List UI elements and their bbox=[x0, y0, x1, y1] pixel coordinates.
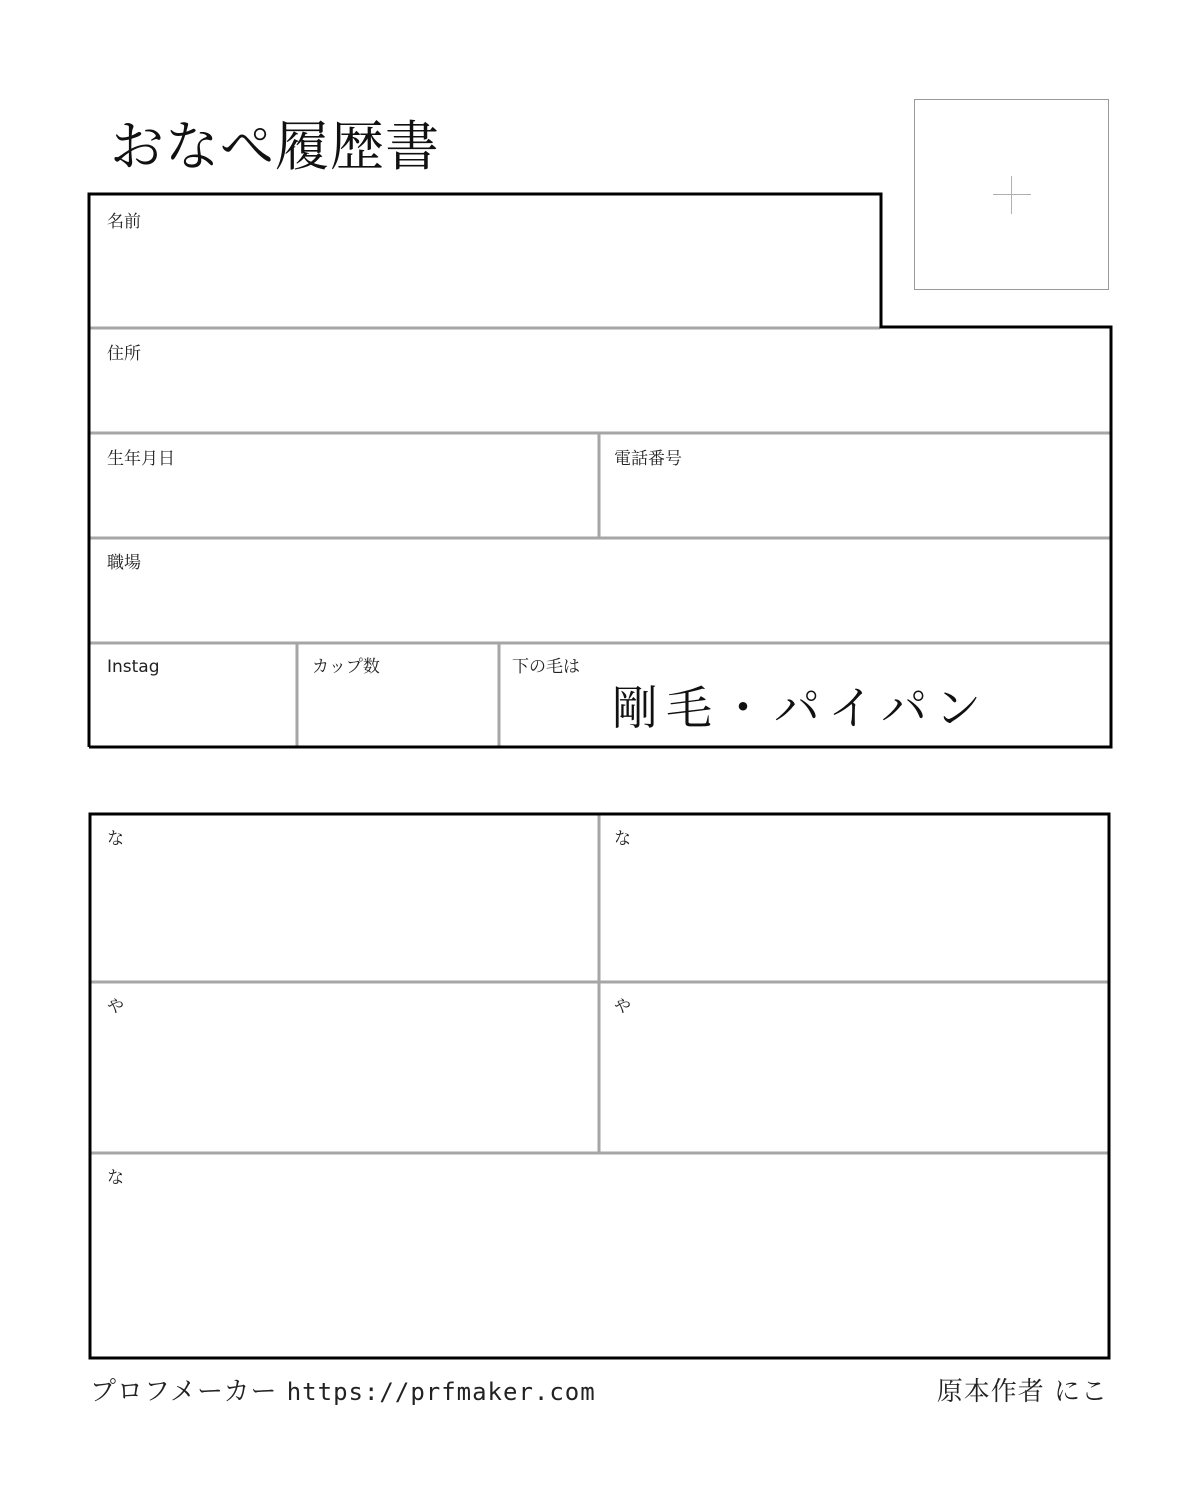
address-label: 住所 bbox=[107, 344, 141, 364]
pubic-hair-value: 剛毛・パイパン bbox=[612, 681, 990, 735]
footer-brand-name: プロフメーカー bbox=[90, 1377, 278, 1407]
instagram-label: Instag bbox=[107, 657, 160, 677]
cup-size-label: カップ数 bbox=[312, 657, 380, 677]
workplace-label: 職場 bbox=[107, 553, 141, 573]
footer-url-link[interactable]: https://prfmaker.com bbox=[286, 1378, 596, 1406]
question-label-4: や bbox=[614, 997, 631, 1017]
question-label-3: や bbox=[107, 997, 124, 1017]
footer-author: 原本作者 にこ bbox=[936, 1377, 1108, 1407]
question-label-5: な bbox=[107, 1168, 124, 1188]
question-label-2: な bbox=[614, 829, 631, 849]
page-title: おなぺ履歴書 bbox=[110, 115, 440, 178]
phone-label: 電話番号 bbox=[614, 449, 682, 469]
birthday-label: 生年月日 bbox=[107, 449, 175, 469]
pubic-hair-label: 下の毛は bbox=[512, 657, 580, 677]
footer-brand bbox=[90, 1374, 596, 1410]
name-label: 名前 bbox=[107, 212, 141, 232]
question-label-1: な bbox=[107, 829, 124, 849]
